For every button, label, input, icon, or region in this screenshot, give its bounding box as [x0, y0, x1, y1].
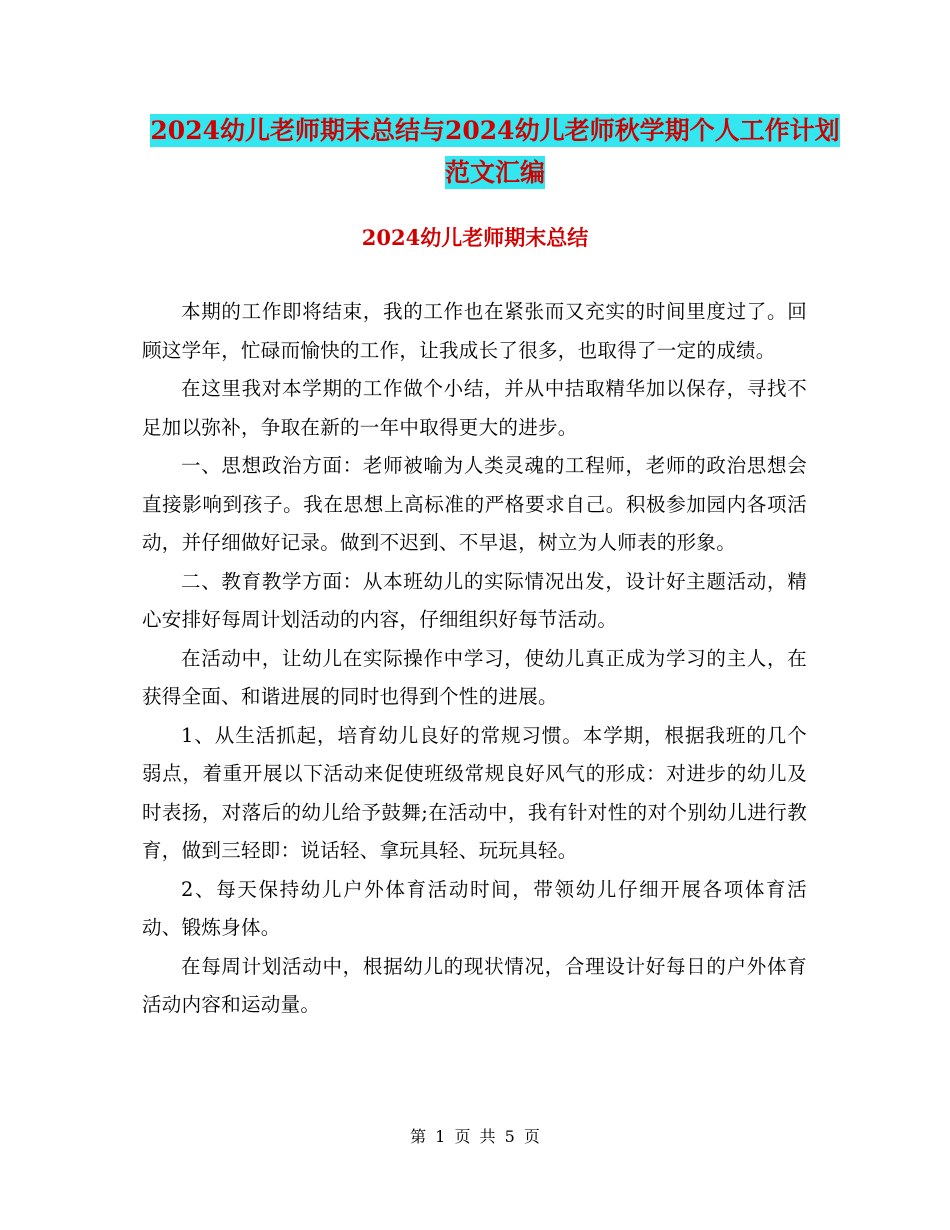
paragraph: 一、思想政治方面：老师被喻为人类灵魂的工程师，老师的政治思想会直接影响到孩子。我在思想上高标准的严格要求自己。积极参加园内各项活动，并仔细做好记录。做到不迟到、不早退，树立为人师表的形象。 [142, 454, 807, 554]
paragraph: 在每周计划活动中，根据幼儿的现状情况，合理设计好每日的户外体育活动内容和运动量。 [142, 954, 807, 1016]
section-heading: 2024幼儿老师期末总结 [361, 225, 589, 250]
document-title [150, 110, 840, 194]
paragraph: 1、从生活抓起，培育幼儿良好的常规习惯。本学期，根据我班的几个弱点，着重开展以下活动来促使班级常规良好风气的形成：对进步的幼儿及时表扬，对落后的幼儿给予鼓舞;在活动中，我有针对性的对个别幼儿进行教育，做到三轻即：说话轻、拿玩具轻、玩玩具轻。 [142, 723, 807, 862]
paragraph: 在活动中，让幼儿在实际操作中学习，使幼儿真正成为学习的主人，在获得全面、和谐进展的同时也得到个性的进展。 [142, 646, 807, 708]
document-body [142, 293, 807, 1025]
page-footer: 第 1 页 共 5 页 [410, 1127, 540, 1146]
paragraph: 2、每天保持幼儿户外体育活动时间，带领幼儿仔细开展各项体育活动、锻炼身体。 [142, 877, 807, 939]
paragraph: 本期的工作即将结束，我的工作也在紧张而又充实的时间里度过了。回顾这学年，忙碌而愉快的工作，让我成长了很多，也取得了一定的成绩。 [142, 300, 807, 362]
paragraph: 二、教育教学方面：从本班幼儿的实际情况出发，设计好主题活动，精心安排好每周计划活动的内容，仔细组织好每节活动。 [142, 569, 807, 631]
paragraph: 在这里我对本学期的工作做个小结，并从中拮取精华加以保存，寻找不足加以弥补，争取在新的一年中取得更大的进步。 [142, 377, 807, 439]
document-title-text: 2024幼儿老师期末总结与2024幼儿老师秋学期个人工作计划范文汇编 [150, 116, 840, 187]
